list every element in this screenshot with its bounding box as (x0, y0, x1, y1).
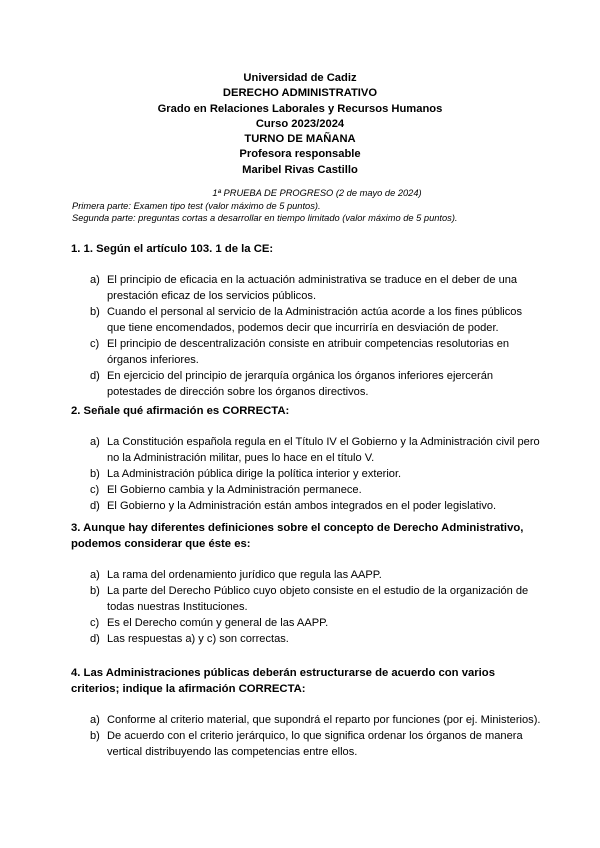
option-list (71, 567, 541, 647)
option-text: De acuerdo con el criterio jerárquico, lo que significa ordenar los órganos de manera vertical distribuyendo las competencias entre ellos. (107, 730, 523, 758)
option-list (71, 272, 541, 400)
option-letter: b) (90, 468, 100, 480)
option-letter: c) (90, 338, 100, 350)
option-letter: a) (90, 274, 100, 286)
question-title: 3. Aunque hay diferentes definiciones sobre el concepto de Derecho Administrativo, podemos considerar que éste es: (71, 522, 524, 550)
option-item (71, 631, 541, 647)
option-item (71, 304, 541, 336)
option-text: El Gobierno y la Administración están ambos integrados en el poder legislativo. (107, 500, 497, 512)
option-letter: b) (90, 730, 100, 742)
option-letter: d) (90, 370, 100, 382)
option-text: Las respuestas a) y c) son correctas. (107, 633, 289, 645)
option-item (71, 712, 541, 728)
option-text: El principio de eficacia en la actuación administrativa se traduce en el deber de una prestación eficaz de los servicios públicos. (107, 274, 518, 302)
option-text: La rama del ordenamiento jurídico que regula las AAPP. (107, 569, 382, 581)
option-letter: a) (90, 436, 100, 448)
degree-name: Grado en Relaciones Laborales y Recursos Humanos (157, 102, 443, 115)
option-item (71, 482, 541, 498)
option-letter: a) (90, 714, 100, 726)
option-letter: d) (90, 500, 100, 512)
option-text: El principio de descentralización consiste en atribuir competencias resolutorias en órganos inferiores. (107, 338, 510, 366)
option-letter: d) (90, 633, 100, 645)
course-year: Curso 2023/2024 (255, 117, 345, 130)
option-letter: c) (90, 484, 100, 496)
option-item (71, 368, 541, 400)
option-item (71, 272, 541, 304)
university-name: Universidad de Cadiz (243, 72, 357, 84)
question-title: 1. 1. Según el artículo 103. 1 de la CE: (71, 243, 274, 255)
option-letter: c) (90, 617, 100, 629)
role-label: Profesora responsable (239, 148, 361, 161)
exam-part-1: Primera parte: Examen tipo test (valor máximo de 5 puntos). (72, 200, 321, 211)
option-text: El Gobierno cambia y la Administración permanece. (107, 484, 362, 496)
question-4 (71, 665, 541, 760)
option-item (71, 498, 541, 514)
option-text: Es el Derecho común y general de las AAPP. (107, 617, 329, 629)
option-letter: b) (90, 585, 100, 597)
exam-part-2: Segunda parte: preguntas cortas a desarrollar en tiempo limitado (valor máximo de 5 puntos). (72, 212, 458, 223)
option-list (71, 712, 541, 760)
option-item (71, 583, 541, 615)
option-item (71, 567, 541, 583)
option-text: La Constitución española regula en el Título IV el Gobierno y la Administración civil pero no la Administración militar, pues lo hace en el título V. (107, 436, 540, 464)
option-letter: a) (90, 569, 100, 581)
shift-label: TURNO DE MAÑANA (244, 133, 356, 146)
option-text: La parte del Derecho Público cuyo objeto consiste en el estudio de la organización de todas nuestras Instituciones. (107, 585, 529, 613)
option-list (71, 434, 541, 514)
question-title: 4. Las Administraciones públicas deberán estructurarse de acuerdo con varios criterios; indique la afirmación CORRECTA: (71, 667, 495, 695)
option-text: Conforme al criterio material, que supondrá el reparto por funciones (por ej. Ministerios). (107, 714, 541, 726)
exam-title: 1ª PRUEBA DE PROGRESO (2 de mayo de 2024) (212, 188, 422, 198)
subject-name: DERECHO ADMINISTRATIVO (222, 87, 378, 100)
option-text: En ejercicio del principio de jerarquía orgánica los órganos inferiores ejercerán potestades de dirección sobre los órganos directivos. (107, 370, 494, 398)
option-item (71, 336, 541, 368)
question-2 (71, 403, 541, 514)
question-3 (71, 520, 541, 647)
question-1 (71, 241, 541, 400)
option-text: Cuando el personal al servicio de la Administración actúa acorde a los fines públicos que tiene encomendados, podemos decir que incurriría en desviación de poder. (107, 306, 523, 334)
option-text: La Administración pública dirige la política interior y exterior. (107, 468, 402, 480)
exam-info (72, 188, 542, 224)
option-item (71, 466, 541, 482)
option-item (71, 615, 541, 631)
question-title: 2. Señale qué afirmación es CORRECTA: (71, 405, 290, 417)
professor-name: Maribel Rivas Castillo (242, 163, 358, 176)
option-item (71, 434, 541, 466)
option-item (71, 728, 541, 760)
option-letter: b) (90, 306, 100, 318)
document-header (0, 71, 600, 178)
